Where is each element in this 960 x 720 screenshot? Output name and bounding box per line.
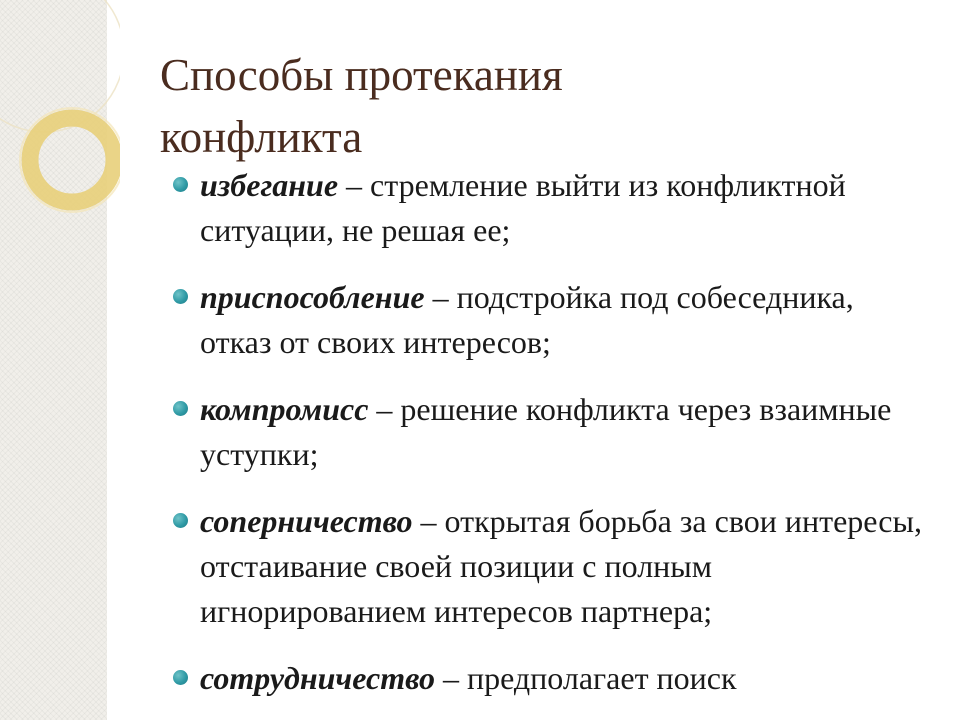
list-item — [171, 275, 931, 365]
bullet-dot-icon — [173, 289, 188, 304]
bullet-text: – предполагает поиск — [434, 660, 737, 696]
title-line-2: конфликта — [160, 112, 363, 162]
bullet-dot-icon — [173, 177, 188, 192]
bullet-text: – открытая борьба за свои интересы, отстаивание своей позиции с полным игнорированием интересов партнера; — [200, 503, 922, 629]
title-line-1: Способы протекания — [160, 50, 563, 100]
bullet-text: – стремление выйти из конфликтной ситуации, не решая ее; — [200, 167, 846, 248]
bullet-text: – подстройка под собеседника, отказ от своих интересов; — [200, 279, 854, 360]
bullet-term: компромисс — [200, 391, 369, 427]
bullet-term: соперничество — [200, 503, 413, 539]
page-title — [160, 44, 563, 168]
bullet-text: – решение конфликта через взаимные уступки; — [200, 391, 892, 472]
list-item — [171, 387, 931, 477]
bullet-list — [171, 163, 931, 720]
bullet-dot-icon — [173, 670, 188, 685]
bullet-term: приспособление — [200, 279, 425, 315]
bullet-dot-icon — [173, 513, 188, 528]
bullet-term: сотрудничество — [200, 660, 435, 696]
decorative-rings — [0, 0, 120, 260]
list-item — [171, 656, 931, 701]
list-item — [171, 499, 931, 634]
bullet-dot-icon — [173, 401, 188, 416]
list-item — [171, 163, 931, 253]
bullet-term: избегание — [200, 167, 339, 203]
